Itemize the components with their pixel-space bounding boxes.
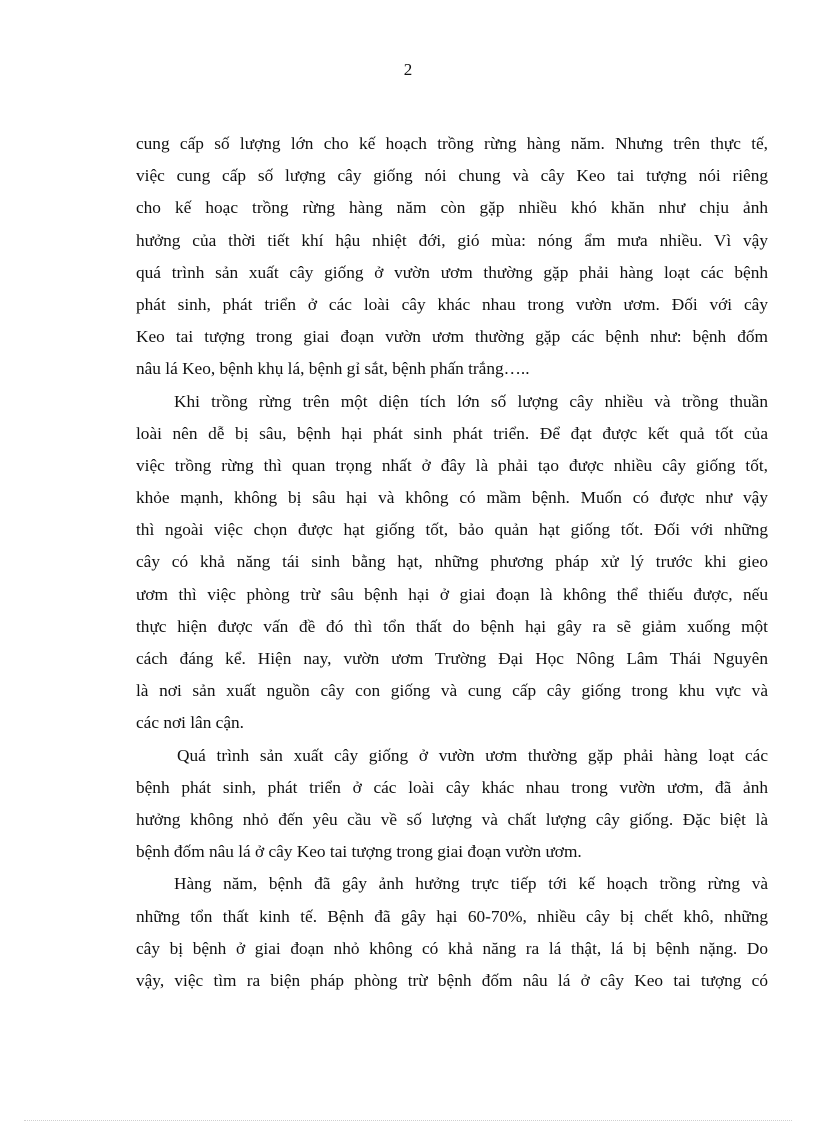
text-line: cho kế hoạc trồng rừng hàng năm còn gặp nhiều khó khăn như chịu ảnh [136, 198, 768, 218]
text-line: cây bị bệnh ở giai đoạn nhỏ không có khả năng ra lá thật, lá bị bệnh nặng. Do [136, 938, 768, 958]
text-line: thì ngoài việc chọn được hạt giống tốt, bảo quản hạt giống tốt. Đối với những [136, 520, 768, 540]
text-line: các nơi lân cận. [136, 713, 244, 733]
text-line: việc cung cấp số lượng cây giống nói chung và cây Keo tai tượng nói riêng [136, 166, 768, 186]
body-text [136, 128, 768, 997]
text-line: là nơi sản xuất nguồn cây con giống và cung cấp cây giống trong khu vực và [136, 681, 768, 701]
text-line: hưởng không nhỏ đến yêu cầu về số lượng và chất lượng cây giống. Đặc biệt là [136, 809, 768, 829]
text-line: hưởng của thời tiết khí hậu nhiệt đới, gió mùa: nóng ẩm mưa nhiều. Vì vậy [136, 230, 768, 250]
paragraph-first-line: Khi trồng rừng trên một diện tích lớn số lượng cây nhiều và trồng thuần [174, 391, 768, 411]
text-line: thực hiện được vấn đề đó thì tổn thất do bệnh hại gây ra sẽ giảm xuống một [136, 616, 768, 636]
text-line: khỏe mạnh, không bị sâu hại và không có mầm bệnh. Muốn có được như vậy [136, 488, 768, 508]
text-line: Keo tai tượng trong giai đoạn vườn ươm thường gặp các bệnh như: bệnh đốm [136, 327, 768, 347]
text-line: bệnh đốm nâu lá ở cây Keo tai tượng trong giai đoạn vườn ươm. [136, 842, 582, 862]
paragraph-first-line: Hàng năm, bệnh đã gây ảnh hưởng trực tiếp tới kế hoạch trồng rừng và [174, 874, 768, 894]
text-line: nâu lá Keo, bệnh khụ lá, bệnh gỉ sắt, bệnh phấn trắng….. [136, 359, 530, 379]
text-line: những tổn thất kinh tế. Bệnh đã gây hại 60-70%, nhiều cây bị chết khô, những [136, 906, 768, 926]
text-line: phát sinh, phát triển ở các loài cây khác nhau trong vườn ươm. Đối với cây [136, 294, 768, 314]
text-line: loài nên dễ bị sâu, bệnh hại phát sinh phát triển. Để đạt được kết quả tốt của [136, 423, 768, 443]
paragraph-first-line: Quá trình sản xuất cây giống ở vườn ươm thường gặp phải hàng loạt các [177, 745, 768, 765]
text-line: cách đáng kể. Hiện nay, vườn ươm Trường Đại Học Nông Lâm Thái Nguyên [136, 649, 768, 668]
text-line: ươm thì việc phòng trừ sâu bệnh hại ở giai đoạn là không thể thiếu được, nếu [136, 584, 768, 604]
text-line: cung cấp số lượng lớn cho kế hoạch trồng rừng hàng năm. Nhưng trên thực tế, [136, 134, 768, 153]
page-bottom-divider [24, 1120, 792, 1121]
text-line: bệnh phát sinh, phát triển ở các loài cây khác nhau trong vườn ươm, đã ảnh [136, 777, 768, 797]
text-line: cây có khả năng tái sinh bằng hạt, những phương pháp xử lý trước khi gieo [136, 552, 768, 572]
text-line: việc trồng rừng thì quan trọng nhất ở đây là phải tạo được nhiều cây giống tốt, [136, 455, 768, 475]
text-line: vậy, việc tìm ra biện pháp phòng trừ bệnh đốm nâu lá ở cây Keo tai tượng có [136, 970, 768, 990]
text-line: quá trình sản xuất cây giống ở vườn ươm thường gặp phải hàng loạt các bệnh [136, 262, 768, 282]
page-number: 2 [403, 60, 413, 79]
